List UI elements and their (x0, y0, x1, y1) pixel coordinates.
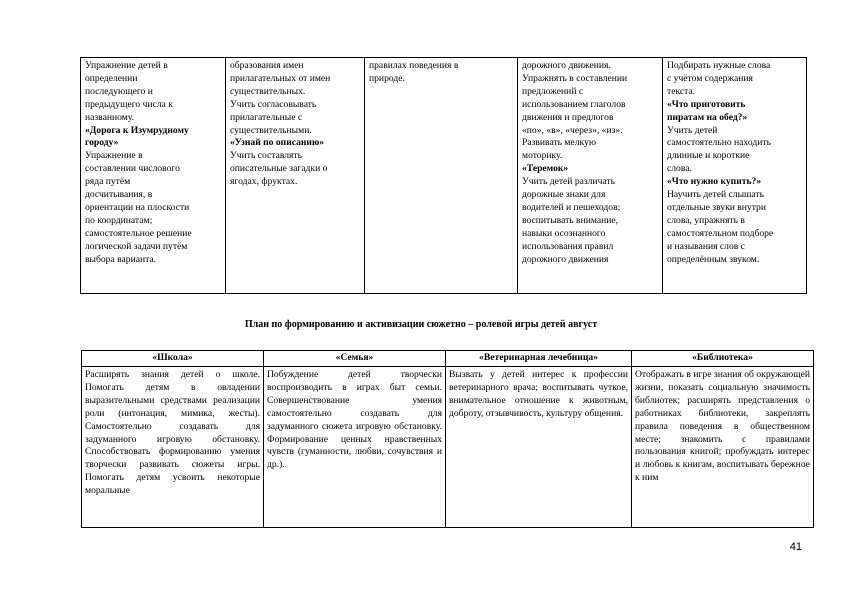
game-title: «Теремок» (522, 163, 569, 175)
cell-text-line: существительными. (230, 124, 312, 136)
table-cell (663, 58, 807, 294)
cell-text-line: составлении числового (85, 163, 180, 175)
cell-text-line: Подбирать нужные слова (667, 60, 771, 71)
cell-text-line: навыки осознанного (522, 227, 606, 239)
cell-text-line: дорожного движения (522, 253, 609, 265)
role-play-table (81, 350, 814, 528)
cell-text-line: ориентации на плоскости (85, 201, 190, 213)
cell-text-line: отдельные звуки внутри (667, 201, 766, 213)
table-cell: Побуждение детей творчески воспроизводить в играх быт семьи. Совершенствование умения самостоятельно создавать для задуманного сюжета игровую обстановку. Формирование ценных нравственных чувств (гуманности, любви, сочувствия и др.). (264, 367, 446, 528)
column-header: «Школа» (82, 351, 264, 367)
column-header: «Семья» (264, 351, 446, 367)
table-cell: Вызвать у детей интерес к профессии ветеринарного врача; воспитывать чуткое, внимательное отношение к животным, доброту, отзывчивость, культуру общения. (446, 367, 632, 528)
table-cell (518, 58, 663, 294)
table-cell (81, 58, 226, 294)
cell-text-line: слова, упражнять в (667, 214, 745, 226)
cell-text-line: природе. (369, 72, 405, 84)
cell-text-line: ряда путём (85, 176, 131, 188)
cell-text-line: водителей и пешеходов; (522, 201, 621, 213)
table-cell: Расширять знания детей о школе. Помогать детям в овладении выразительными средствами реализации роли (интонация, мимика, жесты). Самостоятельно создавать для задуманного игровую обстановку. Способствовать формированию умения творчески развивать сюжеты игры. Помогать детям усвоить некоторые моральные (82, 367, 264, 528)
game-title: «Дорога к Изумрудному (85, 124, 189, 136)
cell-text-line: моторику. (522, 150, 563, 162)
cell-text-line: определённым звуком. (667, 253, 760, 265)
cell-text-line: Учить составлять (230, 150, 303, 162)
cell-text-line: выбора варианта. (85, 253, 157, 265)
cell-text-line: названному. (85, 111, 135, 123)
cell-text-line: дорожные знаки для (522, 189, 606, 201)
game-title: пиратам на обед?» (667, 111, 748, 123)
methods-table (80, 57, 807, 294)
column-header: «Библиотека» (632, 351, 814, 367)
table-row (82, 367, 814, 528)
table-row (81, 58, 807, 294)
cell-text-line: Развивать мелкую (522, 137, 597, 149)
cell-text-line: «по», «в», «через», «из». (522, 124, 623, 136)
table-cell (365, 58, 518, 294)
cell-text-line: логической задачи путём (85, 240, 188, 252)
cell-text-line: Научить детей слышать (667, 189, 765, 201)
cell-text-line: Упражнение детей в (85, 60, 168, 71)
game-title: «Узнай по описанию» (230, 137, 325, 149)
cell-text-line: последующего и (85, 85, 153, 97)
cell-text-line: дорожного движения. (522, 60, 611, 71)
cell-text-line: движения и предлогов (522, 111, 614, 123)
cell-text-line: Учить детей различать (522, 176, 616, 188)
page-number: 41 (789, 541, 802, 553)
cell-text-line: самостоятельное решение (85, 227, 192, 239)
cell-text-line: по координатам; (85, 214, 153, 226)
cell-text-line: слова. (667, 163, 692, 175)
cell-text-line: существительных. (230, 85, 306, 97)
page-heading: План по формированию и активизации сюжетно – ролевой игры детей август (244, 319, 598, 330)
game-title: городу» (85, 137, 119, 149)
cell-text-line: длинные и короткие (667, 150, 750, 162)
column-header: «Ветеринарная лечебница» (446, 351, 632, 367)
cell-text-line: предложений с (522, 85, 584, 97)
cell-text-line: определении (85, 72, 138, 84)
game-title: «Что приготовить (667, 98, 746, 110)
cell-text-line: описательные загадки о (230, 163, 328, 175)
cell-text-line: использованием глаголов (522, 98, 626, 110)
cell-text-line: и называния слов с (667, 240, 745, 252)
cell-text-line: самостоятельно находить (667, 137, 771, 149)
cell-text-line: воспитывать внимание, (522, 214, 619, 226)
cell-text-line: Учить согласовывать (230, 98, 317, 110)
table-header-row (82, 351, 814, 367)
table-cell: Отображать в игре знания об окружающей жизни, показать социальную значимость библиотек; расширять представления о работниках библиотеки, закреплять правила поведения в общественном месте; знакомить с правилами пользования книгой; пробуждать интерес и любовь к книгам, воспитывать бережное к ним (632, 367, 814, 528)
cell-text-line: с учётом содержания (667, 72, 753, 84)
cell-text-line: прилагательных от имен (230, 72, 331, 84)
cell-text-line: ягодах, фруктах. (230, 176, 298, 188)
cell-text-line: Упражнение в (85, 150, 143, 162)
cell-text-line: Учить детей (667, 124, 718, 136)
cell-text-line: досчитывания, в (85, 189, 153, 201)
cell-text-line: текста. (667, 85, 696, 97)
cell-text-line: предыдущего числа к (85, 98, 173, 110)
cell-text-line: образования имен (230, 60, 304, 71)
cell-text-line: Упражнять в составлении (522, 72, 628, 84)
cell-text-line: правилах поведения в (369, 60, 459, 71)
table-cell (226, 58, 365, 294)
cell-text-line: прилагательные с (230, 111, 303, 123)
cell-text-line: использования правил (522, 240, 614, 252)
cell-text-line: самостоятельном подборе (667, 227, 774, 239)
game-title: «Что нужно купить?» (667, 176, 762, 188)
